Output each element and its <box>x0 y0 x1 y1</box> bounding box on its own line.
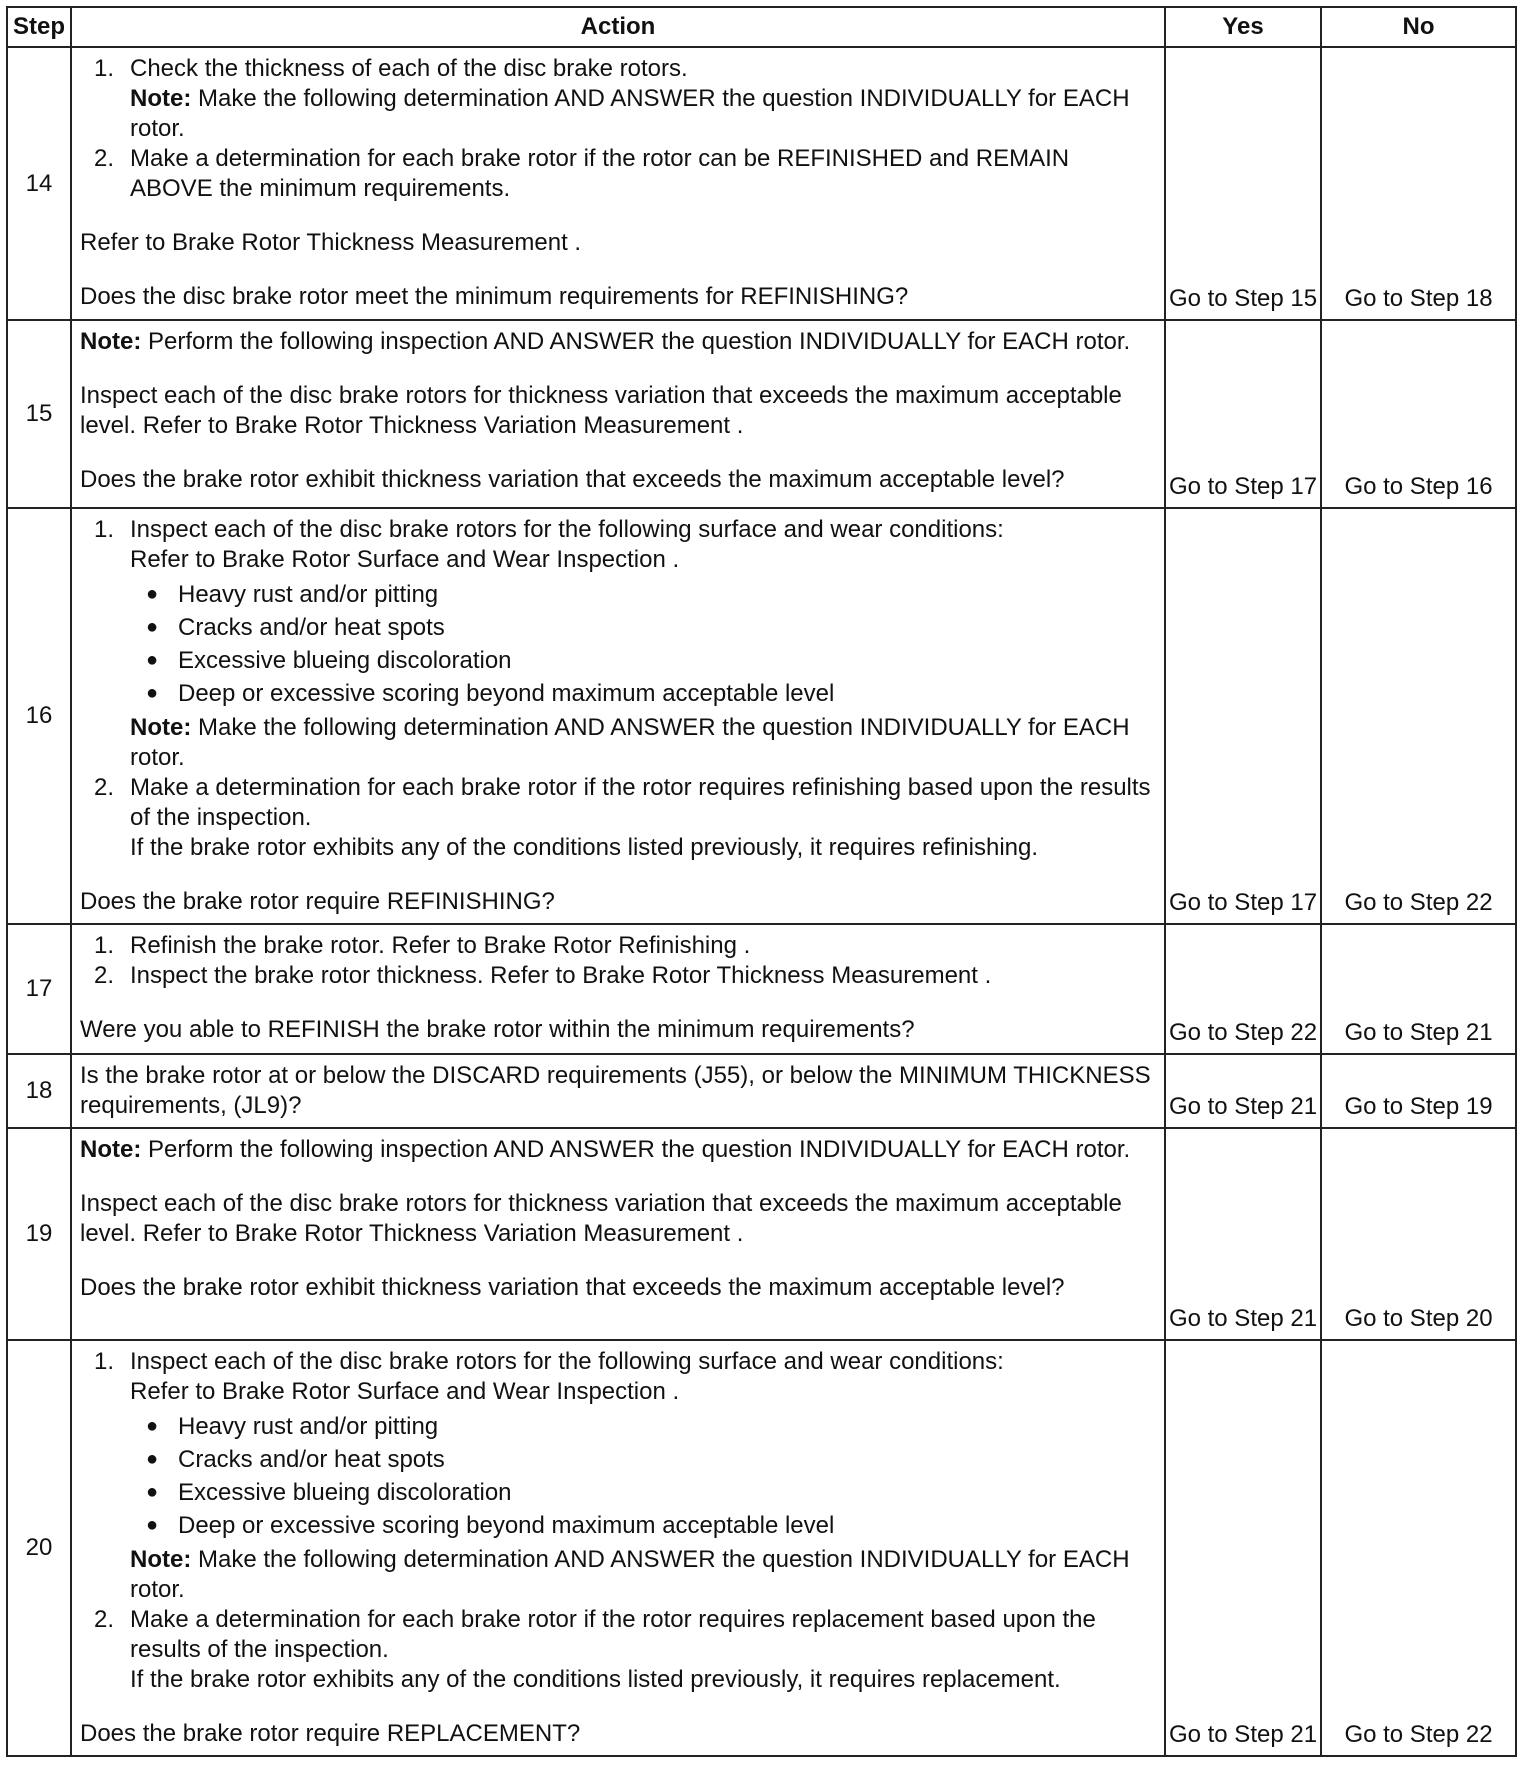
refer-text: Refer to Brake Rotor Thickness Measurement . <box>80 229 582 256</box>
bullet-icon: ● <box>146 1481 159 1503</box>
table-row <box>7 1128 1516 1340</box>
table-row <box>7 924 1516 1054</box>
note-text: Make the following determination AND ANSWER the question INDIVIDUALLY for EACH rotor. <box>130 85 1130 142</box>
diagnostic-table <box>6 6 1517 1757</box>
item-text: Inspect each of the disc brake rotors for the following surface and wear conditions: <box>130 516 1004 543</box>
list-item <box>80 1605 1154 1695</box>
header-no: No <box>1321 7 1516 47</box>
step-number: 17 <box>7 924 71 1054</box>
bullet-icon: ● <box>146 1448 159 1470</box>
list-item <box>80 54 1154 144</box>
no-cell: Go to Step 21 <box>1321 924 1516 1054</box>
yes-cell: Go to Step 15 <box>1165 47 1321 320</box>
action-cell <box>71 924 1165 1054</box>
header-action: Action <box>71 7 1165 47</box>
action-cell <box>71 47 1165 320</box>
list-item <box>80 1347 1154 1605</box>
no-cell: Go to Step 18 <box>1321 47 1516 320</box>
numbered-list <box>80 931 1154 991</box>
bullet-icon: ● <box>146 616 159 638</box>
item-number: 2. <box>94 145 115 172</box>
item-text: Check the thickness of each of the disc brake rotors. <box>130 55 688 82</box>
note <box>80 327 1154 357</box>
note-label: Note: <box>130 85 192 112</box>
question-text: Does the brake rotor require REFINISHING? <box>80 888 555 915</box>
note <box>130 1545 1154 1605</box>
inspect-text: Inspect each of the disc brake rotors for thickness variation that exceeds the maximum acceptable level. Refer to Brake Rotor Thickness Variation Measurement . <box>80 1190 1122 1247</box>
numbered-list <box>80 1347 1154 1695</box>
list-item <box>80 961 1154 991</box>
note-label: Note: <box>80 328 142 355</box>
action-cell <box>71 1128 1165 1340</box>
question-text: Is the brake rotor at or below the DISCARD requirements (J55), or below the MINIMUM THICKNESS requirements, (JL9)? <box>80 1062 1151 1119</box>
bullet-item: ● Deep or excessive scoring beyond maximum acceptable level <box>130 1509 1154 1542</box>
item-number: 1. <box>94 55 115 82</box>
bullet-item: ● Heavy rust and/or pitting <box>130 1410 1154 1443</box>
yes-cell: Go to Step 21 <box>1165 1054 1321 1128</box>
bullet-list <box>130 1410 1154 1542</box>
no-cell: Go to Step 19 <box>1321 1054 1516 1128</box>
item-text: Refinish the brake rotor. Refer to Brake Rotor Refinishing . <box>130 932 751 959</box>
item-number: 2. <box>94 774 115 801</box>
bullet-icon: ● <box>146 1514 159 1536</box>
note-label: Note: <box>80 1136 142 1163</box>
note <box>130 84 1154 144</box>
action-cell <box>71 508 1165 924</box>
no-cell: Go to Step 16 <box>1321 320 1516 508</box>
item-number: 2. <box>94 962 115 989</box>
no-cell: Go to Step 22 <box>1321 508 1516 924</box>
note-label: Note: <box>130 1546 192 1573</box>
step-number: 15 <box>7 320 71 508</box>
inspect-text: Inspect each of the disc brake rotors for thickness variation that exceeds the maximum acceptable level. Refer to Brake Rotor Thickness Variation Measurement . <box>80 382 1122 439</box>
table-row <box>7 1054 1516 1128</box>
bullet-item: ● Cracks and/or heat spots <box>130 1443 1154 1476</box>
refer-text: Refer to Brake Rotor Surface and Wear Inspection . <box>130 546 680 573</box>
table-row <box>7 508 1516 924</box>
diagnostic-table-page <box>6 6 1515 1757</box>
refer-text: Refer to Brake Rotor Surface and Wear Inspection . <box>130 1378 680 1405</box>
no-cell: Go to Step 20 <box>1321 1128 1516 1340</box>
question-text: Does the brake rotor exhibit thickness variation that exceeds the maximum acceptable level? <box>80 1274 1065 1301</box>
bullet-item: ● Cracks and/or heat spots <box>130 611 1154 644</box>
note-text: Make the following determination AND ANSWER the question INDIVIDUALLY for EACH rotor. <box>130 714 1130 771</box>
numbered-list <box>80 515 1154 863</box>
note-label: Note: <box>130 714 192 741</box>
item-extra-text: If the brake rotor exhibits any of the conditions listed previously, it requires refinishing. <box>130 834 1039 861</box>
yes-cell: Go to Step 22 <box>1165 924 1321 1054</box>
bullet-icon: ● <box>146 682 159 704</box>
bullet-item: ● Excessive blueing discoloration <box>130 644 1154 677</box>
action-cell <box>71 1054 1165 1128</box>
question-text: Does the disc brake rotor meet the minimum requirements for REFINISHING? <box>80 283 909 310</box>
question-text: Were you able to REFINISH the brake rotor within the minimum requirements? <box>80 1016 915 1043</box>
bullet-item: ● Excessive blueing discoloration <box>130 1476 1154 1509</box>
question-text: Does the brake rotor exhibit thickness variation that exceeds the maximum acceptable level? <box>80 466 1065 493</box>
item-text: Make a determination for each brake rotor if the rotor requires refinishing based upon the results of the inspection. <box>130 774 1151 831</box>
item-number: 1. <box>94 1348 115 1375</box>
item-text: Inspect the brake rotor thickness. Refer to Brake Rotor Thickness Measurement . <box>130 962 992 989</box>
action-cell <box>71 320 1165 508</box>
table-row <box>7 320 1516 508</box>
yes-cell: Go to Step 17 <box>1165 320 1321 508</box>
bullet-item: ● Deep or excessive scoring beyond maximum acceptable level <box>130 677 1154 710</box>
yes-cell: Go to Step 21 <box>1165 1128 1321 1340</box>
no-cell: Go to Step 22 <box>1321 1340 1516 1756</box>
table-row <box>7 47 1516 320</box>
step-number: 18 <box>7 1054 71 1128</box>
bullet-icon: ● <box>146 1415 159 1437</box>
list-item <box>80 144 1154 204</box>
item-text: Make a determination for each brake rotor if the rotor can be REFINISHED and REMAIN ABOVE the minimum requirements. <box>130 145 1070 202</box>
item-extra-text: If the brake rotor exhibits any of the conditions listed previously, it requires replacement. <box>130 1666 1061 1693</box>
header-row <box>7 7 1516 47</box>
item-text: Inspect each of the disc brake rotors for the following surface and wear conditions: <box>130 1348 1004 1375</box>
action-cell <box>71 1340 1165 1756</box>
note <box>130 713 1154 773</box>
yes-cell: Go to Step 17 <box>1165 508 1321 924</box>
list-item <box>80 931 1154 961</box>
item-number: 1. <box>94 516 115 543</box>
item-text: Make a determination for each brake rotor if the rotor requires replacement based upon the results of the inspection. <box>130 1606 1096 1663</box>
list-item <box>80 515 1154 773</box>
item-number: 2. <box>94 1606 115 1633</box>
header-yes: Yes <box>1165 7 1321 47</box>
step-number: 20 <box>7 1340 71 1756</box>
bullet-list <box>130 578 1154 710</box>
table-row <box>7 1340 1516 1756</box>
header-step: Step <box>7 7 71 47</box>
note-text: Make the following determination AND ANSWER the question INDIVIDUALLY for EACH rotor. <box>130 1546 1130 1603</box>
note-text: Perform the following inspection AND ANSWER the question INDIVIDUALLY for EACH rotor. <box>148 1136 1131 1163</box>
step-number: 14 <box>7 47 71 320</box>
note-text: Perform the following inspection AND ANSWER the question INDIVIDUALLY for EACH rotor. <box>148 328 1131 355</box>
yes-cell: Go to Step 21 <box>1165 1340 1321 1756</box>
step-number: 16 <box>7 508 71 924</box>
list-item <box>80 773 1154 863</box>
item-number: 1. <box>94 932 115 959</box>
bullet-icon: ● <box>146 583 159 605</box>
question-text: Does the brake rotor require REPLACEMENT? <box>80 1720 581 1747</box>
note <box>80 1135 1154 1165</box>
bullet-item: ● Heavy rust and/or pitting <box>130 578 1154 611</box>
numbered-list <box>80 54 1154 204</box>
bullet-icon: ● <box>146 649 159 671</box>
step-number: 19 <box>7 1128 71 1340</box>
